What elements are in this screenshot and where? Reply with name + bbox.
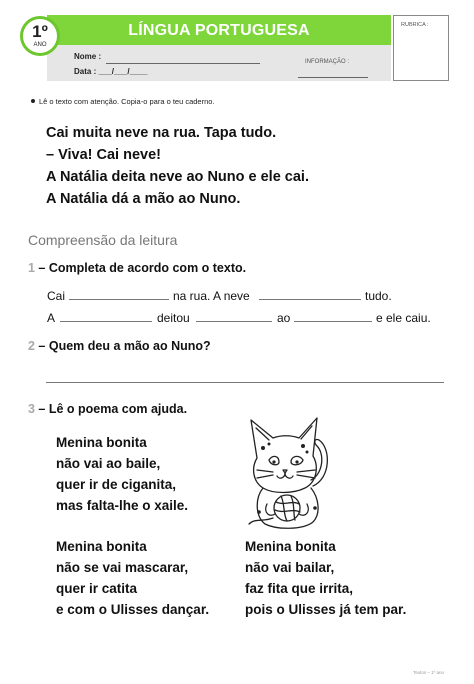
fill-word: na rua. A neve [173,289,250,303]
question-number: 3 [28,402,35,416]
fill-word: ao [277,311,291,325]
instruction-text: Lê o texto com atenção. Copia-o para o teu caderno. [39,97,215,106]
poem-line: Menina bonita [56,539,147,554]
question-number: 2 [28,339,35,353]
fill-blank[interactable] [60,321,152,322]
fill-word: deitou [157,311,190,325]
poem-line: faz fita que irrita, [245,581,354,596]
info-label: INFORMAÇÃO : [305,59,350,65]
poem-line: mas falta-lhe o xaile. [56,498,189,513]
poem-line: não se vai mascarar, [56,560,189,575]
story-line: A Natália deita neve ao Nuno e ele cai. [46,169,309,185]
poem-line: e com o Ulisses dançar. [56,602,210,617]
name-line[interactable] [106,63,260,64]
subject-title: LÍNGUA PORTUGUESA [47,15,391,45]
section-title: Compreensão da leitura [28,232,178,248]
fill-word: tudo. [365,289,392,303]
poem-stanza-1 [56,432,188,516]
question-1 [28,261,246,275]
fill-blank[interactable] [69,299,169,300]
footer: Textos – 1º ano [413,670,444,675]
name-label: Nome : [74,52,102,61]
poem-stanza-3 [245,536,406,620]
kitten-illustration [243,408,333,530]
fill-blank[interactable] [196,321,272,322]
poem-line: quer ir de ciganita, [56,477,177,492]
grade-number: 1º [32,22,48,41]
fill-blank[interactable] [259,299,361,300]
bullet-icon [31,99,35,103]
info-line[interactable] [298,77,368,78]
question-text: – Completa de acordo com o texto. [34,261,247,275]
grade-label: ANO [33,42,47,48]
fill-word: A [47,311,56,325]
poem-stanza-2 [56,536,209,620]
rubrica-label: RUBRICA : [401,22,429,28]
story-text [46,122,309,210]
poem-line: Menina bonita [245,539,336,554]
question-text: – Quem deu a mão ao Nuno? [34,339,211,353]
poem-line: quer ir catita [56,581,138,596]
story-line: – Viva! Cai neve! [46,147,161,163]
question-number: 1 [28,261,35,275]
fill-blank[interactable] [294,321,372,322]
poem-line: Menina bonita [56,435,147,450]
fill-word: e ele caiu. [376,311,431,325]
poem-line: não vai ao baile, [56,456,161,471]
instruction [31,97,215,106]
question-2 [28,339,211,353]
date-label: Data : ___/___/____ [74,67,148,76]
story-line: Cai muita neve na rua. Tapa tudo. [46,125,277,141]
answer-line[interactable] [46,382,444,383]
fill-word: Cai [47,289,66,303]
question-3 [28,402,187,416]
grade-badge [20,16,60,56]
question-text: – Lê o poema com ajuda. [34,402,188,416]
poem-line: não vai bailar, [245,560,335,575]
story-line: A Natália dá a mão ao Nuno. [46,191,241,207]
poem-line: pois o Ulisses já tem par. [245,602,407,617]
